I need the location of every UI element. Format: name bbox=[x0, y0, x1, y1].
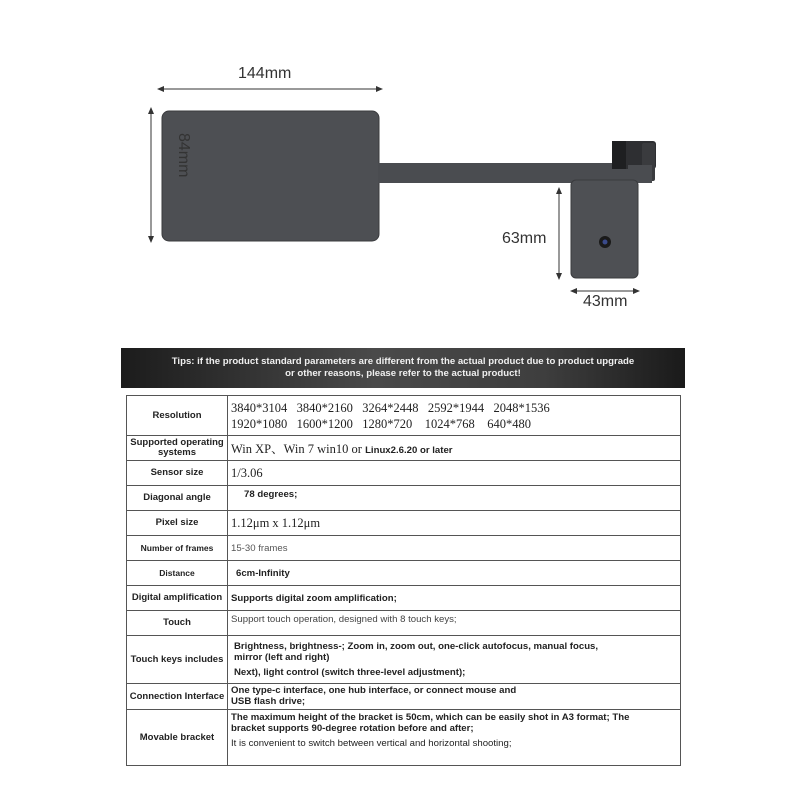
height-label: 84mm bbox=[175, 133, 192, 178]
tips-banner bbox=[121, 348, 685, 388]
camera-height-label: 63mm bbox=[502, 230, 547, 247]
spec-label-angle: Diagonal angle bbox=[127, 486, 228, 511]
os-value-a: Win XP、Win 7 win10 or bbox=[231, 441, 366, 456]
spec-value-sensor: 1/3.06 bbox=[228, 461, 681, 486]
spec-label-zoom: Digital amplification bbox=[127, 586, 228, 611]
spec-value-zoom: Supports digital zoom amplification; bbox=[228, 586, 681, 611]
spec-value-bracket bbox=[228, 710, 681, 766]
spec-label-bracket: Movable bracket bbox=[127, 710, 228, 766]
width-label: 144mm bbox=[238, 65, 292, 82]
spec-value-pixel: 1.12μm x 1.12μm bbox=[228, 511, 681, 536]
spec-label-distance: Distance bbox=[127, 561, 228, 586]
spec-label-touch: Touch bbox=[127, 611, 228, 636]
spec-value-connection bbox=[228, 684, 681, 710]
table-row bbox=[127, 461, 681, 486]
table-row bbox=[127, 611, 681, 636]
spec-value-frames: 15-30 frames bbox=[228, 536, 681, 561]
os-value-b: Linux2.6.20 or later bbox=[365, 444, 453, 456]
spec-value-os bbox=[228, 436, 681, 461]
bracket-line-2: bracket supports 90-degree rotation before and after; bbox=[231, 723, 474, 734]
main-panel bbox=[162, 111, 379, 241]
table-row bbox=[127, 561, 681, 586]
spec-label-frames: Number of frames bbox=[127, 536, 228, 561]
table-row bbox=[127, 396, 681, 436]
table-row bbox=[127, 486, 681, 511]
spec-label-connection: Connection Interface bbox=[127, 684, 228, 710]
tips-line-2: or other reasons, please refer to the actual product! bbox=[285, 368, 521, 379]
touch-keys-line-1: Brightness, brightness-; Zoom in, zoom out, one-click autofocus, manual focus, bbox=[234, 641, 599, 652]
table-row bbox=[127, 710, 681, 766]
spec-label-sensor: Sensor size bbox=[127, 461, 228, 486]
spec-label-pixel: Pixel size bbox=[127, 511, 228, 536]
resolution-line-1: 3840*3104 3840*2160 3264*2448 2592*1944 2048*1536 bbox=[231, 400, 550, 415]
table-row bbox=[127, 586, 681, 611]
dimension-drawing bbox=[0, 0, 800, 330]
table-row bbox=[127, 436, 681, 461]
resolution-line-2: 1920*1080 1600*1200 1280*720 1024*768 640*480 bbox=[231, 416, 531, 431]
spec-value-touch-keys bbox=[228, 636, 681, 684]
camera-head bbox=[571, 180, 638, 278]
connection-line-2: USB flash drive; bbox=[231, 696, 306, 707]
spec-value-resolution bbox=[228, 396, 681, 436]
spec-label-os: Supported operating systems bbox=[127, 436, 228, 461]
spec-label-resolution: Resolution bbox=[127, 396, 228, 436]
spec-value-touch: Support touch operation, designed with 8 touch keys; bbox=[228, 611, 681, 636]
connection-line-1: One type-c interface, one hub interface, or connect mouse and bbox=[231, 685, 517, 696]
bracket-line-1: The maximum height of the bracket is 50cm, which can be easily shot in A3 format; The bbox=[231, 712, 630, 723]
spec-value-angle: 78 degrees; bbox=[228, 486, 681, 511]
spec-table bbox=[126, 395, 681, 766]
touch-keys-line-3: Next), light control (switch three-level adjustment); bbox=[234, 667, 466, 678]
camera-width-label: 43mm bbox=[583, 293, 628, 310]
table-row bbox=[127, 511, 681, 536]
spec-label-touch-keys: Touch keys includes bbox=[127, 636, 228, 684]
table-row bbox=[127, 684, 681, 710]
bracket-line-3: It is convenient to switch between vertical and horizontal shooting; bbox=[231, 738, 512, 749]
tips-line-1: Tips: if the product standard parameters are different from the actual product due to product upgrade bbox=[171, 356, 635, 367]
touch-keys-line-2: mirror (left and right) bbox=[234, 652, 330, 663]
table-row bbox=[127, 636, 681, 684]
product-dimension-diagram bbox=[0, 0, 800, 330]
table-row bbox=[127, 536, 681, 561]
spec-value-distance: 6cm-Infinity bbox=[228, 561, 681, 586]
